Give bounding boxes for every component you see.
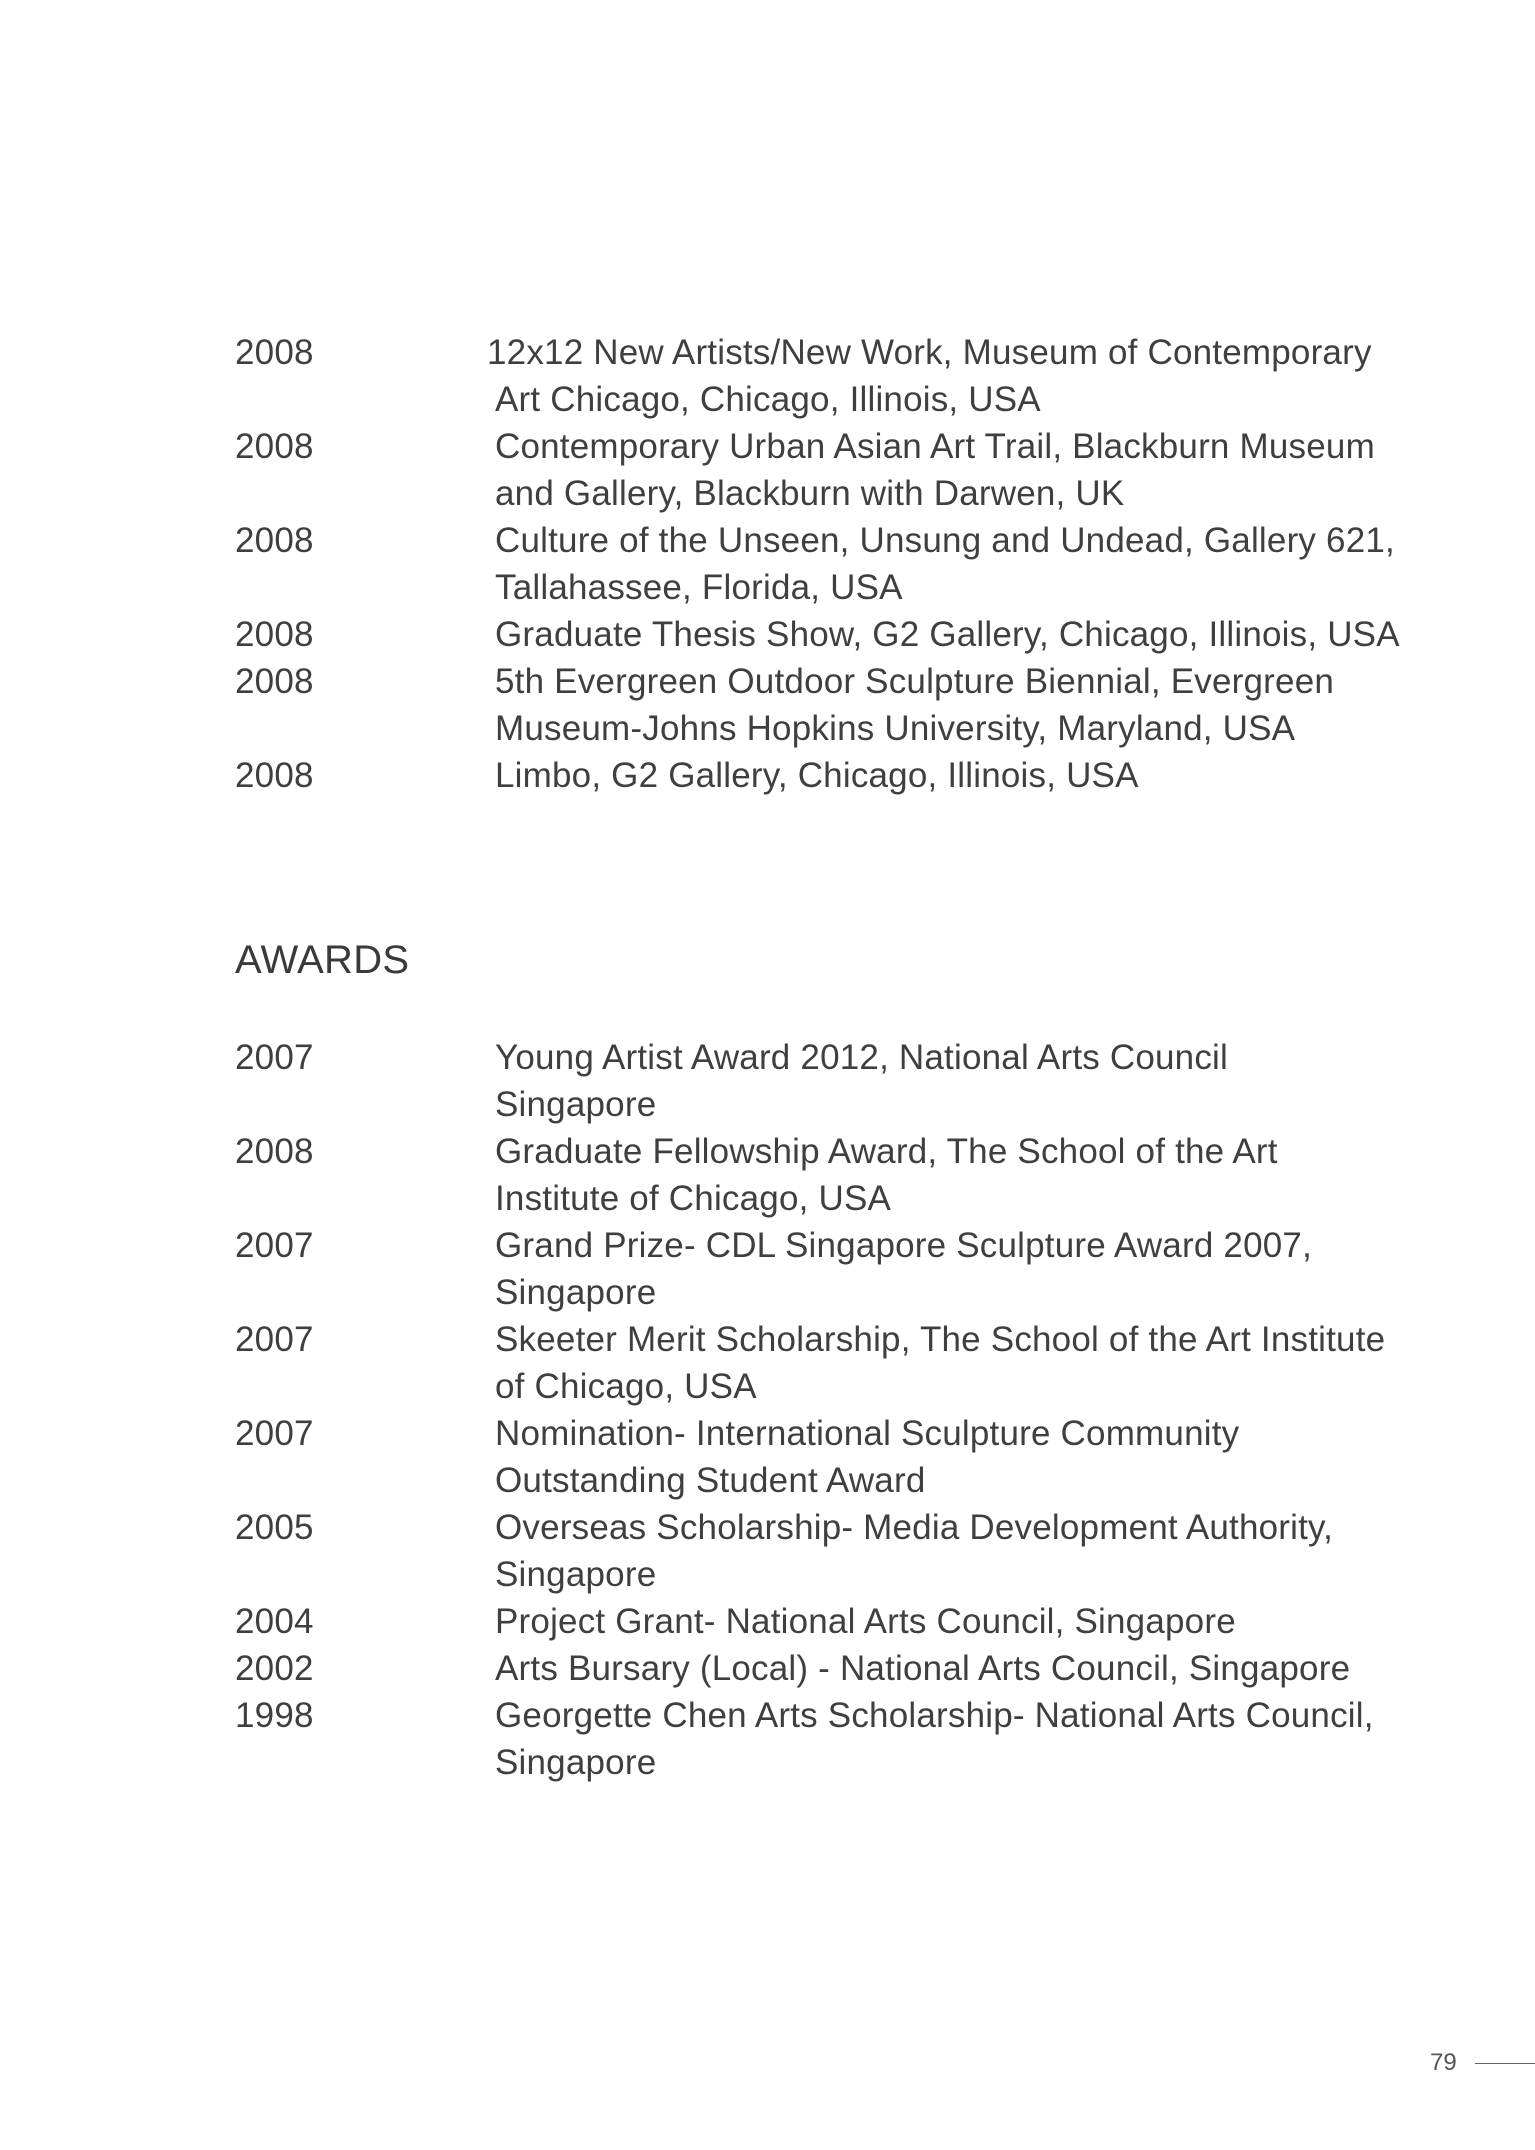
list-item [235,423,1435,517]
entry-description [495,1692,1435,1786]
entry-line: Art Chicago, Chicago, Illinois, USA [495,380,1041,419]
entry-line: Institute of Chicago, USA [495,1179,892,1218]
entry-line: Culture of the Unseen, Unsung and Undead, Gallery 621, [495,521,1395,560]
entry-year: 2008 [235,662,314,701]
entry-year: 2007 [235,1226,314,1265]
list-item [235,1034,1435,1128]
entry-description [495,1410,1435,1504]
entry-description [495,658,1435,752]
entry-year: 2007 [235,1038,314,1077]
entry-line: 12x12 New Artists/New Work, Museum of Contemporary [487,333,1372,372]
entry-year: 2005 [235,1508,314,1547]
list-item [235,1504,1435,1598]
list-item [235,658,1435,752]
entry-line: Project Grant- National Arts Council, Singapore [495,1602,1236,1641]
entry-line: Arts Bursary (Local) - National Arts Council, Singapore [495,1649,1351,1688]
list-item [235,611,1435,658]
entry-year: 2008 [235,521,314,560]
entry-year: 2007 [235,1414,314,1453]
entry-description [495,1645,1435,1692]
entry-description [495,1034,1435,1128]
entry-line: Singapore [495,1085,657,1124]
entry-line: Museum-Johns Hopkins University, Maryland, USA [495,709,1296,748]
entry-line: Singapore [495,1273,657,1312]
entry-line: Graduate Thesis Show, G2 Gallery, Chicago, Illinois, USA [495,615,1400,654]
page-number: 79 [1430,2049,1457,2076]
entry-line: Grand Prize- CDL Singapore Sculpture Award 2007, [495,1226,1312,1265]
entry-description [495,1316,1435,1410]
entry-year: 2008 [235,615,314,654]
entry-description [495,611,1435,658]
entry-description [495,423,1435,517]
entry-line: Outstanding Student Award [495,1461,926,1500]
entry-description [495,1222,1435,1316]
list-item [235,1128,1435,1222]
entry-line: Nomination- International Sculpture Community [495,1414,1240,1453]
entry-line: Limbo, G2 Gallery, Chicago, Illinois, USA [495,756,1139,795]
entry-line: and Gallery, Blackburn with Darwen, UK [495,474,1125,513]
entry-line: Young Artist Award 2012, National Arts Council [495,1038,1228,1077]
entry-year: 2008 [235,333,314,372]
entry-line: Singapore [495,1743,657,1782]
page-footer [1430,2048,1535,2078]
entry-description [495,1128,1435,1222]
entry-line: Contemporary Urban Asian Art Trail, Blackburn Museum [495,427,1375,466]
entry-line: Skeeter Merit Scholarship, The School of the Art Institute [495,1320,1386,1359]
entry-description [495,1504,1435,1598]
entry-description [495,1598,1435,1645]
entry-line: Overseas Scholarship- Media Development Authority, [495,1508,1334,1547]
list-item [235,1598,1435,1645]
list-item [235,1692,1435,1786]
entry-year: 2004 [235,1602,314,1641]
entry-line: 5th Evergreen Outdoor Sculpture Biennial, Evergreen [495,662,1335,701]
list-item [235,329,1435,423]
entry-description [495,517,1435,611]
entry-line: Tallahassee, Florida, USA [495,568,903,607]
awards-heading: AWARDS [235,938,410,982]
entry-line: of Chicago, USA [495,1367,757,1406]
list-item [235,517,1435,611]
list-item [235,1410,1435,1504]
entry-year: 2008 [235,1132,314,1171]
entry-year: 2008 [235,756,314,795]
awards-list [235,1034,1435,1786]
entry-year: 1998 [235,1696,314,1735]
list-item [235,752,1435,799]
entry-line: Graduate Fellowship Award, The School of the Art [495,1132,1278,1171]
list-item [235,1222,1435,1316]
entry-year: 2008 [235,427,314,466]
entry-line: Singapore [495,1555,657,1594]
entry-line: Georgette Chen Arts Scholarship- National Arts Council, [495,1696,1374,1735]
list-item [235,1645,1435,1692]
exhibitions-list [235,329,1435,799]
list-item [235,1316,1435,1410]
entry-description [487,329,1427,423]
entry-year: 2002 [235,1649,314,1688]
entry-year: 2007 [235,1320,314,1359]
entry-description [495,752,1435,799]
footer-rule [1475,2063,1535,2064]
